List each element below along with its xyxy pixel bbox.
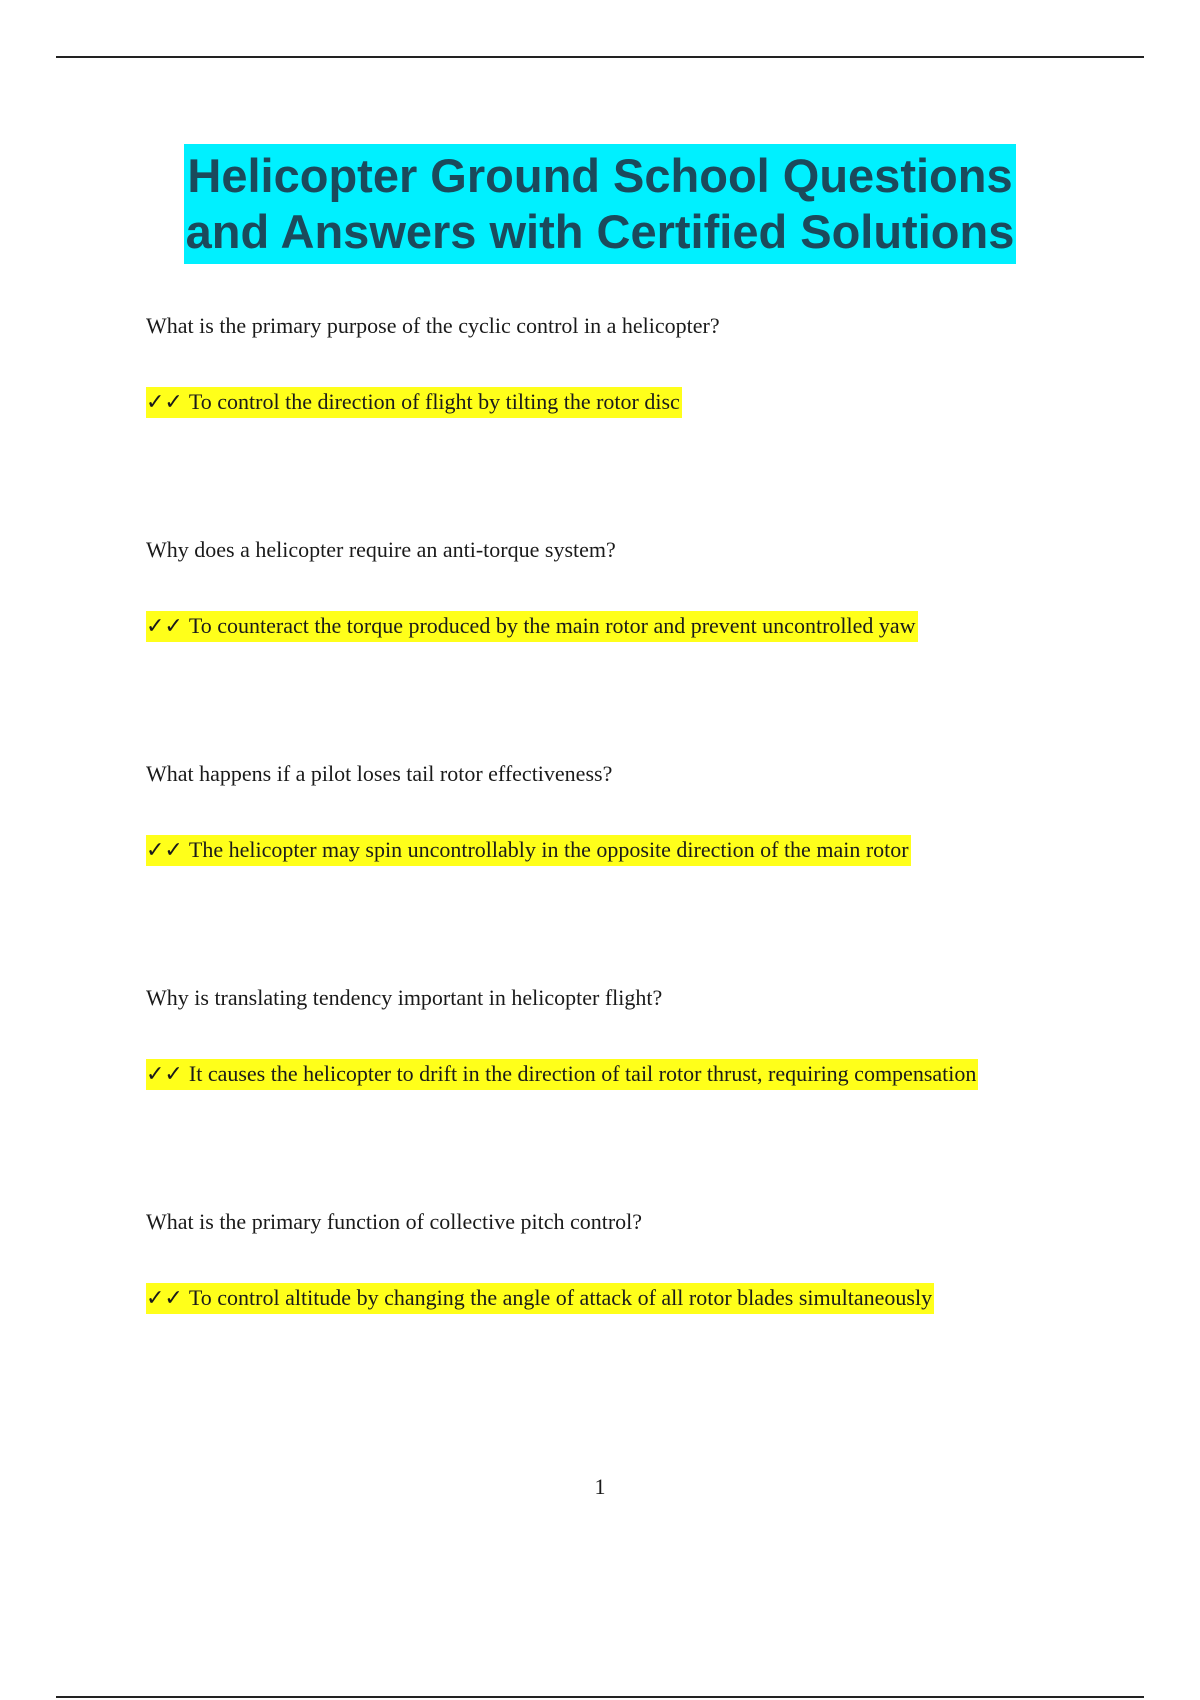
answer-text: To control altitude by changing the angle of attack of all rotor blades simultaneously [188,1285,933,1310]
title-line-1: Helicopter Ground School Questions [187,149,1013,202]
question-text: What is the primary purpose of the cyclic control in a helicopter? [146,313,720,338]
question-text: Why is translating tendency important in helicopter flight? [146,985,663,1010]
qa-item [146,759,1106,866]
answer-highlight [146,1059,978,1090]
title-block [0,144,1200,264]
qa-item [146,311,1106,418]
answer-highlight [146,1283,934,1314]
top-rule [56,56,1144,58]
bottom-rule [56,1696,1144,1698]
qa-item [146,983,1106,1090]
qa-item [146,535,1106,642]
answer-text: It causes the helicopter to drift in the direction of tail rotor thrust, requiring compensation [188,1061,977,1086]
double-check-mark-icon: ✓✓ [146,614,183,639]
page-number: 1 [594,1474,606,1499]
answer-text: To counteract the torque produced by the main rotor and prevent uncontrolled yaw [188,613,916,638]
double-check-mark-icon: ✓✓ [146,390,183,415]
document-title [184,144,1017,264]
answer-highlight [146,611,918,642]
double-check-mark-icon: ✓✓ [146,838,183,863]
answer-highlight [146,387,682,418]
title-line-2: and Answers with Certified Solutions [185,205,1015,258]
double-check-mark-icon: ✓✓ [146,1062,183,1087]
double-check-mark-icon: ✓✓ [146,1286,183,1311]
question-text: What is the primary function of collective pitch control? [146,1209,643,1234]
qa-item [146,1207,1106,1314]
answer-text: To control the direction of flight by tilting the rotor disc [188,389,680,414]
question-text: Why does a helicopter require an anti-torque system? [146,537,616,562]
answer-highlight [146,835,911,866]
question-text: What happens if a pilot loses tail rotor effectiveness? [146,761,613,786]
answer-text: The helicopter may spin uncontrollably in the opposite direction of the main rotor [188,837,909,862]
